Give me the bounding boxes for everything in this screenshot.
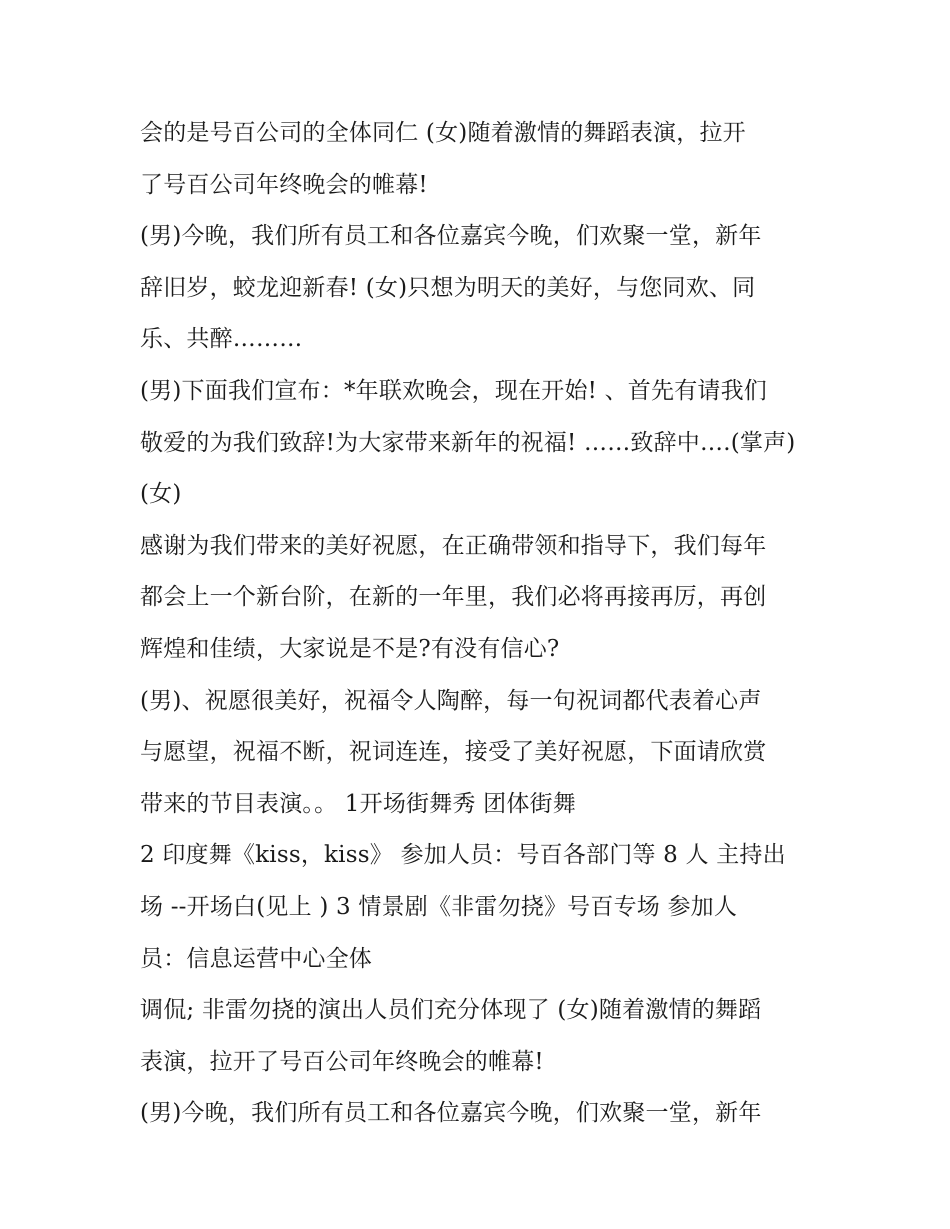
text-line: 感谢为我们带来的美好祝愿，在正确带领和指导下，我们每年 <box>140 532 767 559</box>
text-line: 表演，拉开了号百公司年终晚会的帷幕! <box>140 1048 544 1075</box>
text-line: 敬爱的为我们致辞!为大家带来新年的祝福! ……致辞中….(掌声) <box>140 429 796 456</box>
text-line: (男)下面我们宣布：*年联欢晚会，现在开始! 、首先有请我们 <box>140 377 767 404</box>
text-line: 都会上一个新台阶，在新的一年里，我们必将再接再厉，再创 <box>140 584 767 611</box>
text-line: 乐、共醉……… <box>140 326 303 353</box>
text-line: (男)、祝愿很美好，祝福令人陶醉，每一句祝词都代表着心声 <box>140 687 762 714</box>
text-line: 辞旧岁，蛟龙迎新春! (女)只想为明天的美好，与您同欢、同 <box>140 274 756 301</box>
text-line: 2 印度舞《kiss，kiss》 参加人员：号百各部门等 8 人 主持出 <box>140 842 786 869</box>
text-line: (女) <box>140 481 182 508</box>
text-line: (男)今晚，我们所有员工和各位嘉宾今晚，们欢聚一堂，新年 <box>140 1100 762 1127</box>
text-line: 辉煌和佳绩，大家说是不是?有没有信心? <box>140 635 560 662</box>
text-line: 调侃; 非雷勿挠的演出人员们充分体现了 (女)随着激情的舞蹈 <box>140 997 762 1024</box>
text-line: 了号百公司年终晚会的帷幕! <box>140 171 428 198</box>
text-line: 与愿望，祝福不断，祝词连连，接受了美好祝愿，下面请欣赏 <box>140 739 767 766</box>
text-line: 会的是号百公司的全体同仁 (女)随着激情的舞蹈表演，拉开 <box>140 120 746 146</box>
text-line: (男)今晚，我们所有员工和各位嘉宾今晚，们欢聚一堂，新年 <box>140 223 762 250</box>
text-line: 场 --开场白(见上 ) 3 情景剧《非雷勿挠》号百专场 参加人 <box>140 893 738 920</box>
text-line: 员：信息运营中心全体 <box>140 945 372 972</box>
document-body <box>140 108 820 1140</box>
text-line: 带来的节目表演。。 1开场街舞秀 团体街舞 <box>140 790 576 817</box>
